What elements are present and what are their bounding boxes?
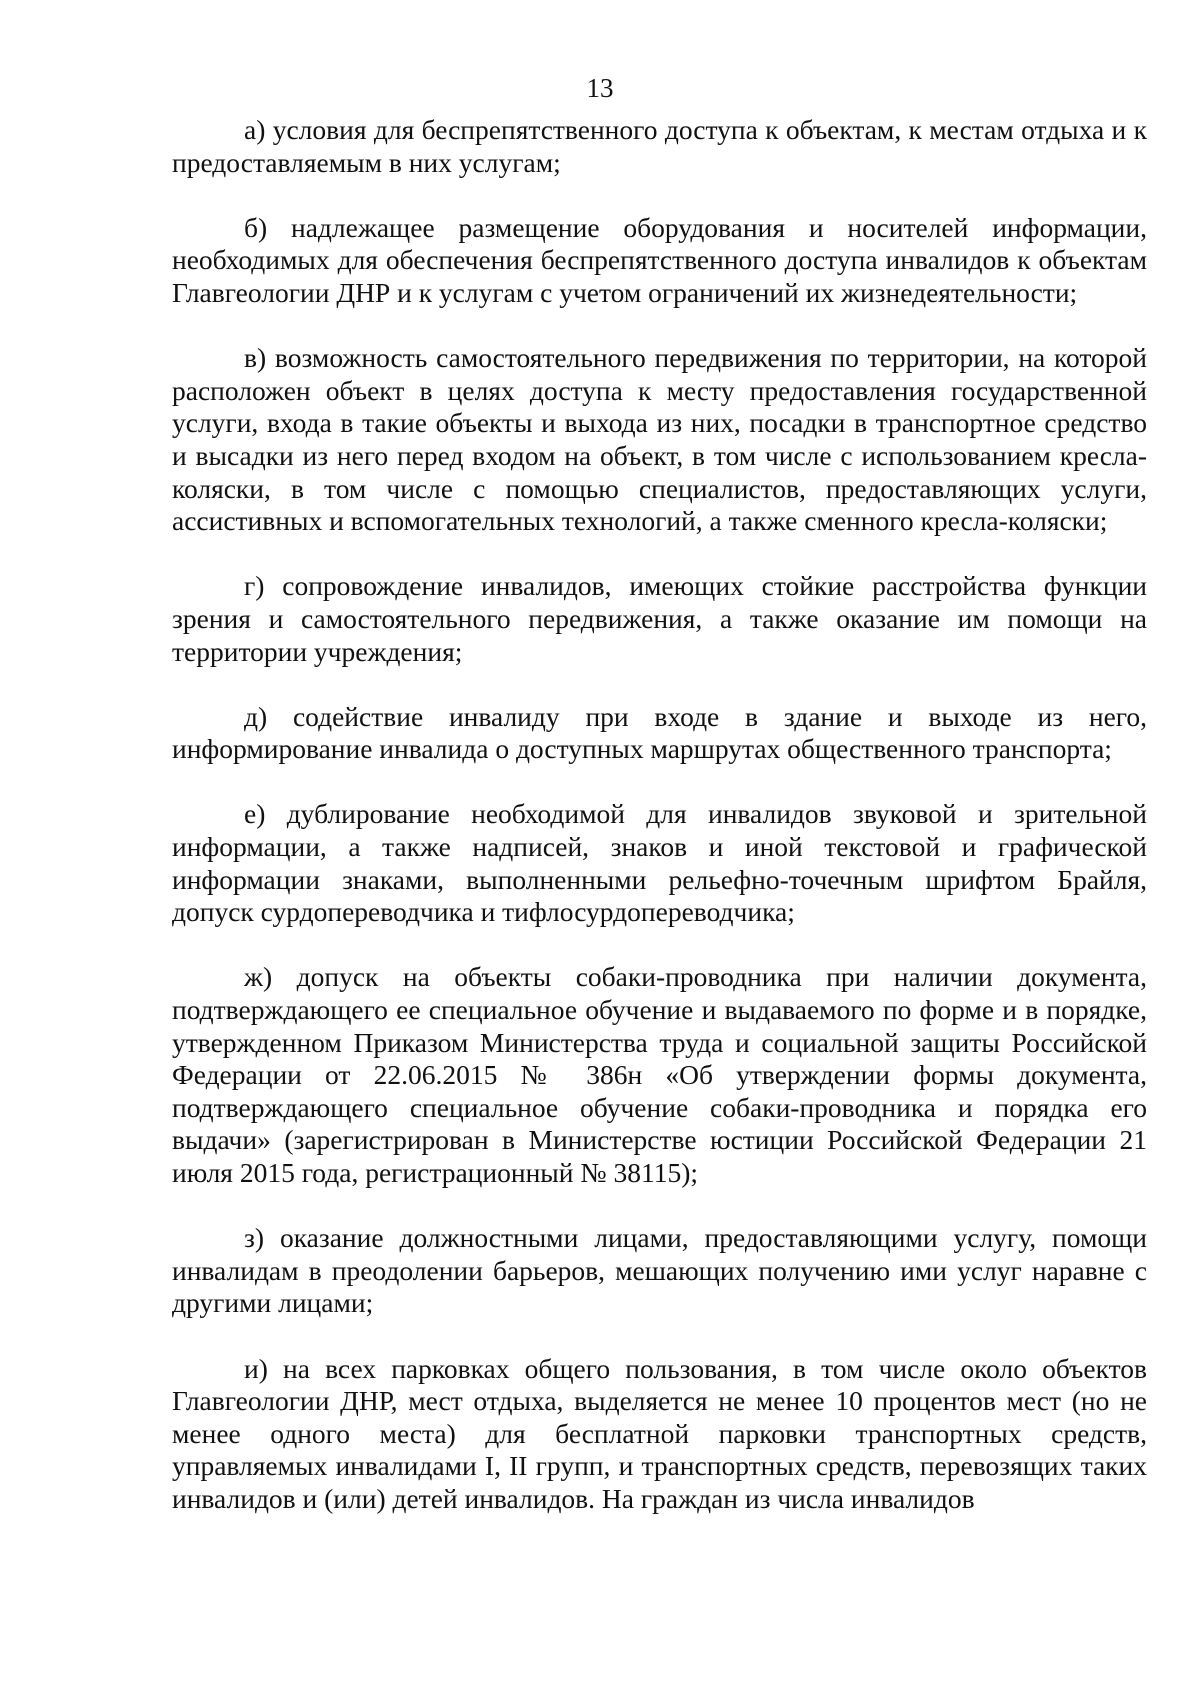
paragraph-b: б) надлежащее размещение оборудования и носителей информации, необходимых для обеспечения беспрепятственного доступа инвалидов к объектам Главгеологии ДНР и к услугам с учетом ограничений их жизнедеятельности;	[172, 211, 1147, 308]
paragraph-v: в) возможность самостоятельного передвижения по территории, на которой расположен объект в целях доступа к месту предоставления государственной услуги, входа в такие объекты и выхода из них, посадки в транспортное средство и высадки из него перед входом на объект, в том числе с использованием кресла-коляски, в том числе с помощью специалистов, предоставляющих услуги, ассистивных и вспомогательных технологий, а также сменного кресла-коляски;	[172, 342, 1147, 537]
paragraph-e: е) дублирование необходимой для инвалидов звуковой и зрительной информации, а также надписей, знаков и иной текстовой и графической информации знаками, выполненными рельефно-точечным шрифтом Брайля, допуск сурдопереводчика и тифлосурдопереводчика;	[172, 798, 1147, 928]
paragraph-zh: ж) допуск на объекты собаки-проводника при наличии документа, подтверждающего ее специальное обучение и выдаваемого по форме и в порядке, утвержденном Приказом Министерства труда и социальной защиты Российской Федерации от 22.06.2015 № 386н «Об утверждении формы документа, подтверждающего специальное обучение собаки-проводника и порядка его выдачи» (зарегистрирован в Министерстве юстиции Российской Федерации 21 июля 2015 года, регистрационный № 38115);	[172, 961, 1147, 1188]
document-body	[172, 114, 1147, 1516]
page-number: 13	[586, 73, 614, 103]
paragraph-g: г) сопровождение инвалидов, имеющих стойкие расстройства функции зрения и самостоятельного передвижения, а также оказание им помощи на территории учреждения;	[172, 570, 1147, 667]
paragraph-d: д) содействие инвалиду при входе в здание и выходе из него, информирование инвалида о доступных маршрутах общественного транспорта;	[172, 700, 1147, 765]
paragraph-a: а) условия для беспрепятственного доступа к объектам, к местам отдыха и к предоставляемым в них услугам;	[172, 114, 1147, 178]
paragraph-z: з) оказание должностными лицами, предоставляющими услугу, помощи инвалидам в преодолении барьеров, мешающих получению ими услуг наравне с другими лицами;	[172, 1222, 1147, 1319]
paragraph-i: и) на всех парковках общего пользования, в том числе около объектов Главгеологии ДНР, мест отдыха, выделяется не менее 10 процентов мест (но не менее одного места) для бесплатной парковки транспортных средств, управляемых инвалидами I, II групп, и транспортных средств, перевозящих таких инвалидов и (или) детей инвалидов. На граждан из числа инвалидов	[172, 1352, 1147, 1514]
